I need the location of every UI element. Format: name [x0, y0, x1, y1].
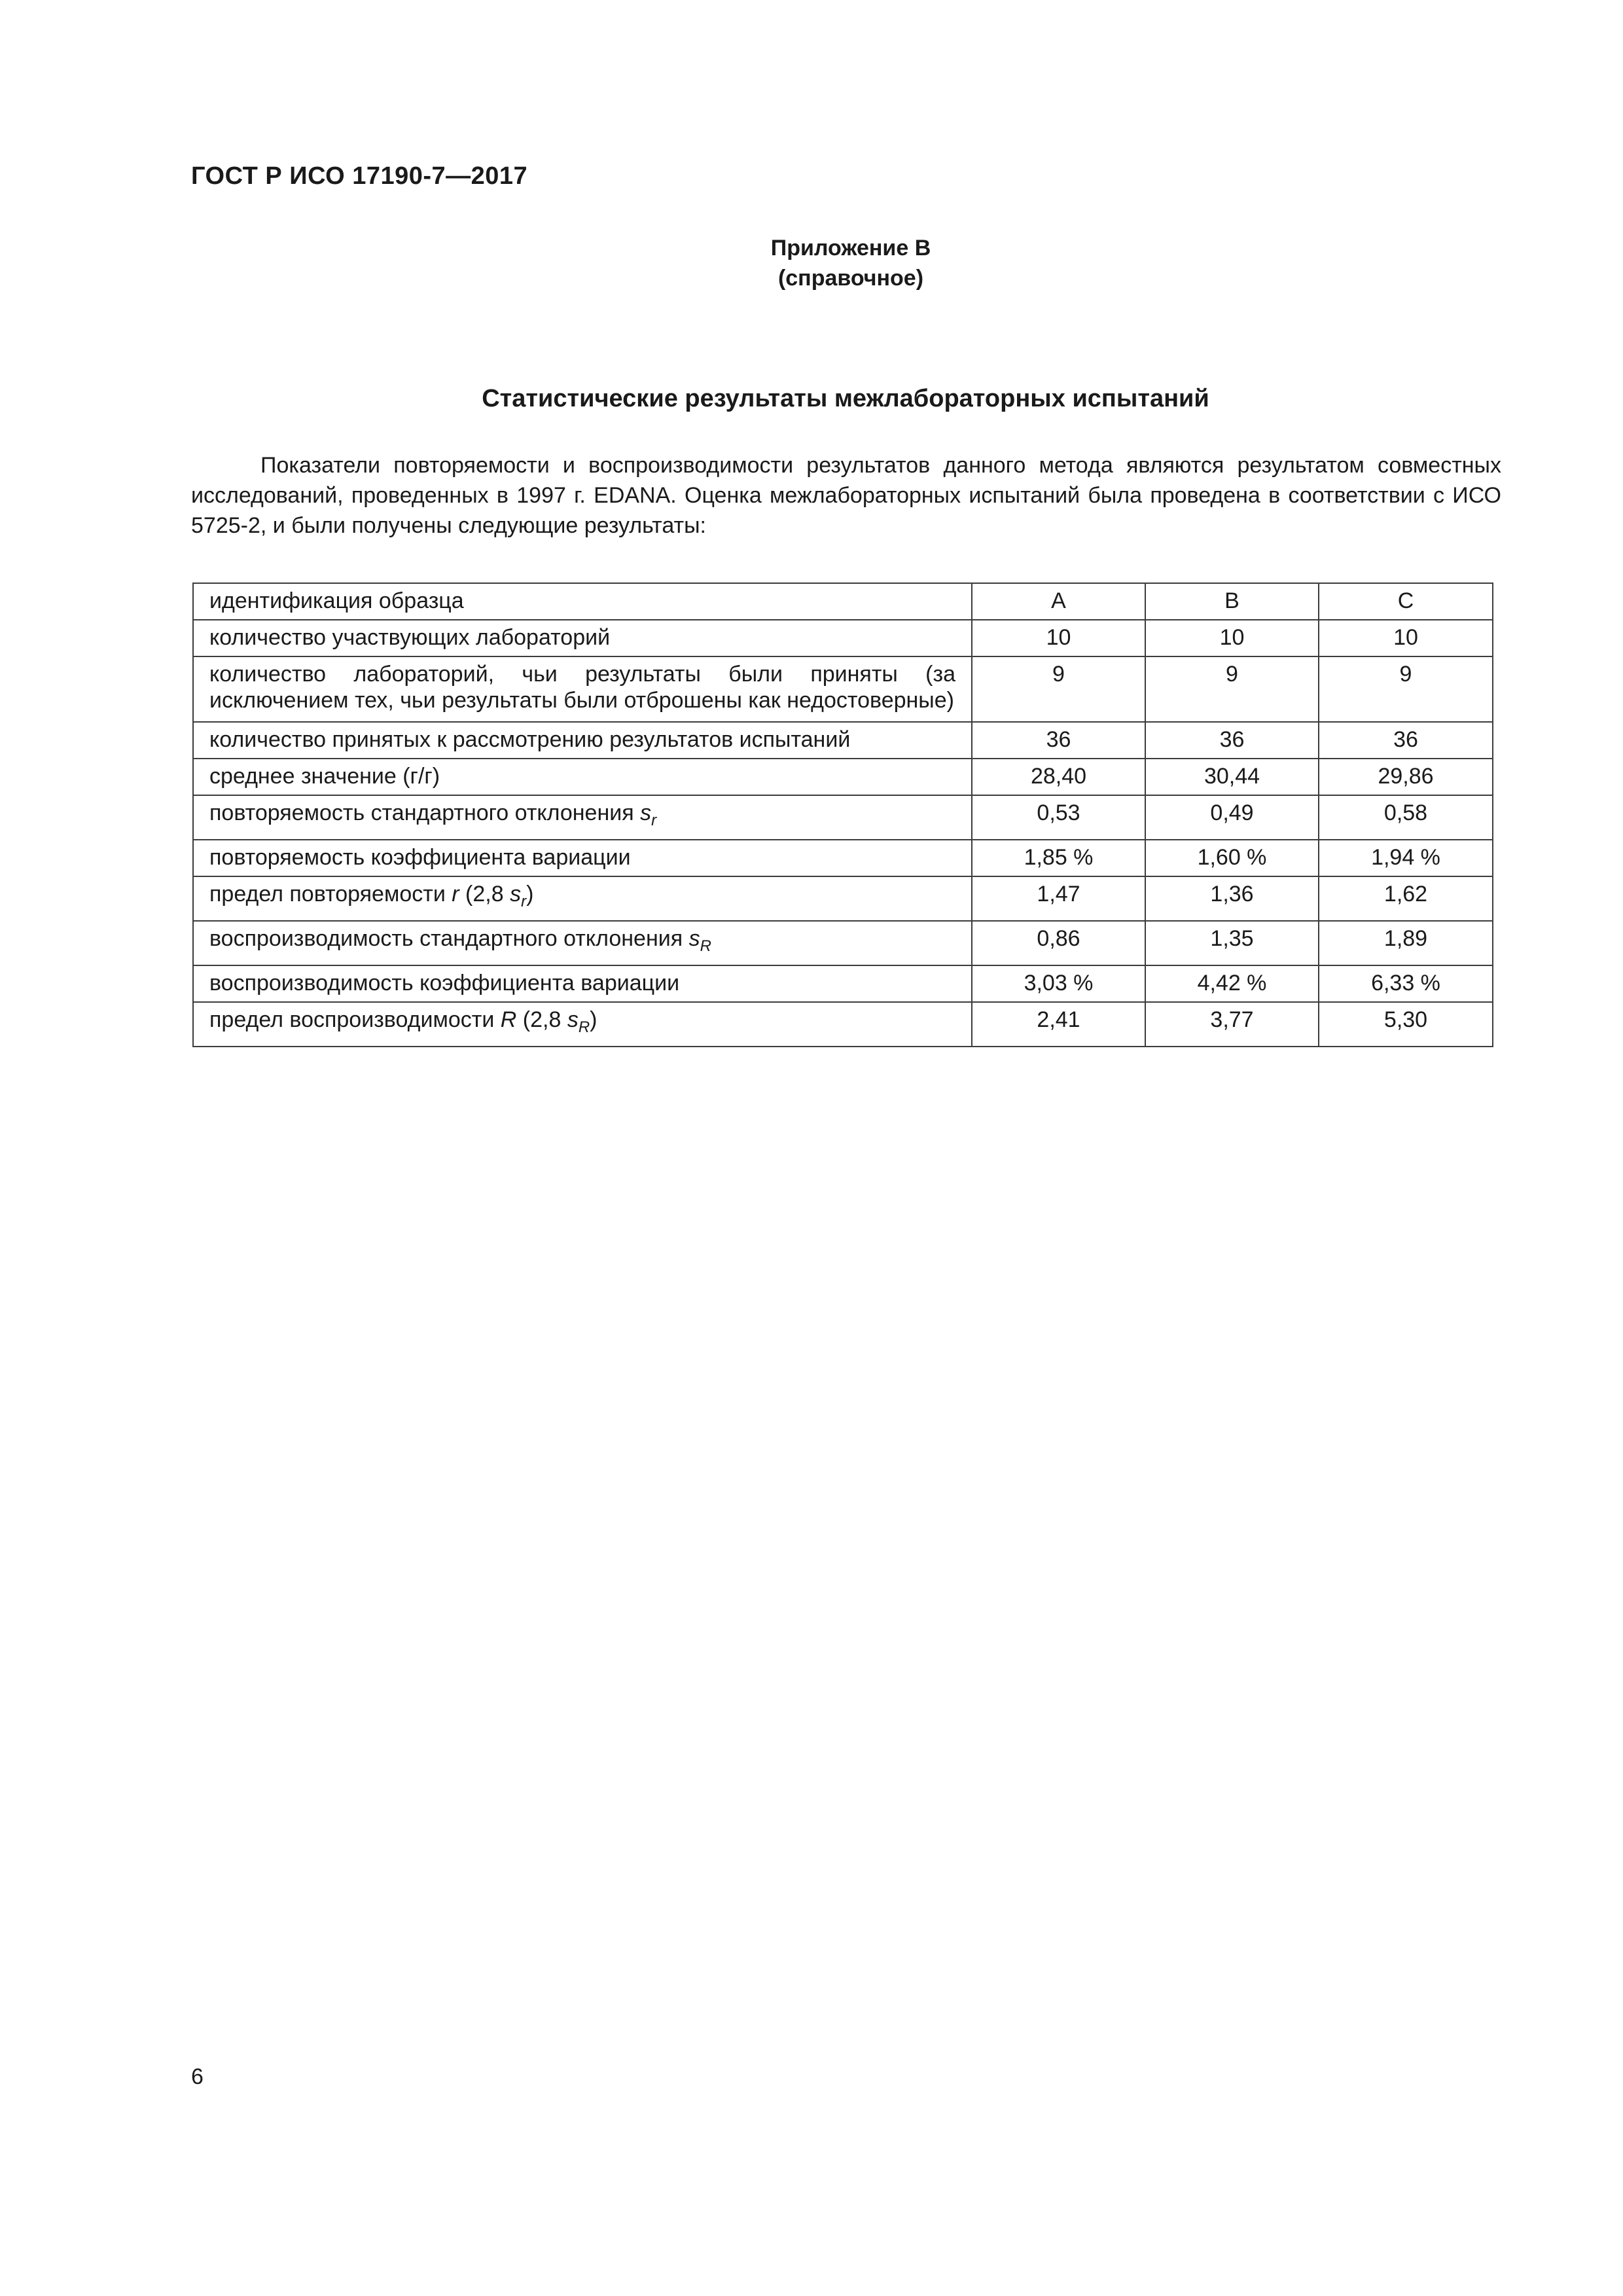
row-label — [193, 876, 972, 921]
symbol-subscript: r — [651, 812, 657, 829]
cell-sample-c: 1,89 — [1319, 921, 1493, 965]
cell-sample-a: 10 — [972, 620, 1145, 656]
table-row — [193, 656, 1493, 722]
cell-sample-b: 30,44 — [1145, 759, 1319, 795]
table-row — [193, 759, 1493, 795]
page-number: 6 — [191, 2064, 204, 2089]
cell-sample-a: 1,85 % — [972, 840, 1145, 876]
row-label: идентификация образца — [193, 583, 972, 620]
cell-sample-b: 1,36 — [1145, 876, 1319, 921]
annex-kind: (справочное) — [777, 266, 924, 291]
table-row — [193, 876, 1493, 921]
cell-sample-c: 5,30 — [1319, 1002, 1493, 1047]
cell-sample-a: 0,86 — [972, 921, 1145, 965]
cell-sample-c: 0,58 — [1319, 795, 1493, 840]
symbol-s: s — [510, 882, 522, 906]
cell-sample-c: C — [1319, 583, 1493, 620]
row-label: повторяемость коэффициента вариации — [193, 840, 972, 876]
cell-sample-b: 0,49 — [1145, 795, 1319, 840]
cell-sample-a: 2,41 — [972, 1002, 1145, 1047]
cell-sample-b: 1,60 % — [1145, 840, 1319, 876]
table-row — [193, 620, 1493, 656]
formula-open: (2,8 — [516, 1007, 567, 1032]
row-label — [193, 921, 972, 965]
symbol-subscript: R — [578, 1018, 590, 1036]
formula-close: ) — [526, 882, 534, 906]
table-row — [193, 583, 1493, 620]
cell-sample-b: 1,35 — [1145, 921, 1319, 965]
row-label: количество принятых к рассмотрению результатов испытаний — [193, 722, 972, 759]
cell-sample-a: 9 — [972, 656, 1145, 722]
cell-sample-a: 0,53 — [972, 795, 1145, 840]
cell-sample-b: 10 — [1145, 620, 1319, 656]
symbol-s: s — [640, 800, 652, 825]
cell-sample-b: B — [1145, 583, 1319, 620]
row-label: количество лабораторий, чьи результаты были приняты (за исключением тех, чьи результаты были отброшены как недостоверные) — [193, 656, 972, 722]
cell-sample-b: 9 — [1145, 656, 1319, 722]
formula-close: ) — [590, 1007, 597, 1032]
results-table — [192, 583, 1493, 1047]
cell-sample-b: 36 — [1145, 722, 1319, 759]
table-row — [193, 722, 1493, 759]
row-label — [193, 795, 972, 840]
cell-sample-c: 1,94 % — [1319, 840, 1493, 876]
cell-sample-c: 29,86 — [1319, 759, 1493, 795]
row-label-text: предел воспроизводимости — [209, 1007, 495, 1032]
document-code: ГОСТ Р ИСО 17190-7—2017 — [191, 162, 528, 190]
row-label-text: воспроизводимость стандартного отклонения — [209, 926, 683, 951]
cell-sample-b: 3,77 — [1145, 1002, 1319, 1047]
row-label: количество участвующих лабораторий — [193, 620, 972, 656]
cell-sample-c: 36 — [1319, 722, 1493, 759]
cell-sample-c: 9 — [1319, 656, 1493, 722]
row-label-text: предел повторяемости — [209, 882, 446, 906]
symbol-r: r — [452, 882, 459, 906]
table-row — [193, 921, 1493, 965]
cell-sample-b: 4,42 % — [1145, 965, 1319, 1002]
row-label-text: повторяемость стандартного отклонения — [209, 800, 634, 825]
intro-paragraph: Показатели повторяемости и воспроизводимости результатов данного метода являются результатом совместных исследований, проведенных в 1997 г. EDANA. Оценка межлабораторных испытаний была проведена в соответствии с ИСО 5725-2, и были получены следующие результаты: — [191, 453, 1501, 538]
symbol-subscript: R — [700, 937, 711, 955]
cell-sample-a: 1,47 — [972, 876, 1145, 921]
symbol-s: s — [567, 1007, 579, 1032]
cell-sample-a: A — [972, 583, 1145, 620]
cell-sample-a: 3,03 % — [972, 965, 1145, 1002]
table-row — [193, 965, 1493, 1002]
table-row — [193, 840, 1493, 876]
cell-sample-a: 28,40 — [972, 759, 1145, 795]
annex-title: Приложение В — [770, 236, 931, 260]
section-title: Статистические результаты межлабораторных испытаний — [482, 385, 1209, 412]
table-row — [193, 795, 1493, 840]
row-label: воспроизводимость коэффициента вариации — [193, 965, 972, 1002]
cell-sample-c: 6,33 % — [1319, 965, 1493, 1002]
row-label: среднее значение (г/г) — [193, 759, 972, 795]
symbol-s: s — [688, 926, 700, 951]
row-label — [193, 1002, 972, 1047]
cell-sample-c: 10 — [1319, 620, 1493, 656]
table-row — [193, 1002, 1493, 1047]
symbol-subscript: r — [521, 893, 527, 910]
cell-sample-a: 36 — [972, 722, 1145, 759]
formula-open: (2,8 — [459, 882, 510, 906]
symbol-R: R — [500, 1007, 517, 1032]
cell-sample-c: 1,62 — [1319, 876, 1493, 921]
